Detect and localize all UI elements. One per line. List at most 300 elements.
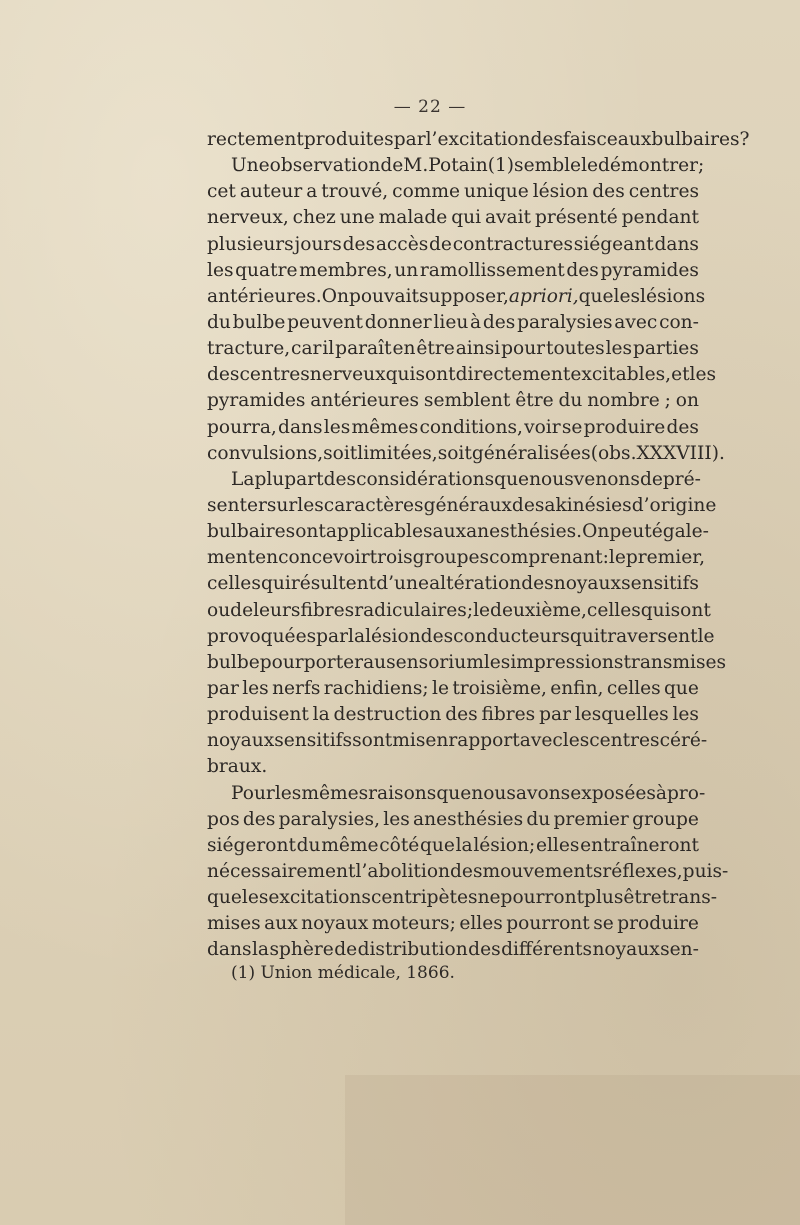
text-line: [207, 885, 718, 911]
word: les: [297, 494, 324, 516]
word: leurs: [253, 599, 301, 621]
word: concevoir: [278, 547, 370, 569]
word: de: [639, 468, 663, 490]
word: à: [470, 311, 482, 333]
text-line: [207, 598, 711, 624]
word: avons: [515, 782, 571, 804]
word: applicables: [325, 521, 433, 543]
word: trans-: [661, 887, 718, 909]
word: que: [420, 834, 455, 856]
word: rapport: [448, 730, 520, 752]
word: conducteurs: [453, 625, 570, 647]
word: moteurs;: [371, 913, 456, 935]
word: nerveux: [309, 364, 386, 386]
word: Une: [231, 155, 270, 177]
word: de: [429, 233, 452, 255]
word: de: [334, 939, 358, 961]
word: car: [291, 338, 322, 360]
word: par: [316, 625, 349, 647]
word: sont: [285, 521, 326, 543]
word: pyramides: [207, 390, 306, 412]
word: les: [383, 808, 410, 830]
text-line: [207, 519, 709, 545]
word: être: [623, 887, 662, 909]
word: ;: [697, 155, 705, 177]
word: du: [558, 390, 583, 412]
word: accès: [375, 233, 429, 255]
word: les: [483, 651, 511, 673]
word: sphère: [269, 939, 334, 961]
word: au: [363, 651, 387, 673]
word: destruction: [333, 704, 442, 726]
word: excitables,: [570, 364, 672, 386]
word: dans: [654, 233, 699, 255]
word: nerveux,: [207, 207, 289, 229]
word: semble: [514, 155, 582, 177]
text-line: [207, 781, 706, 807]
word: braux.: [207, 756, 268, 778]
word: démontrer: [598, 155, 698, 177]
word: rachidiens;: [323, 677, 429, 699]
word: lésion;: [473, 834, 536, 856]
word: les: [323, 416, 351, 438]
word: des: [468, 939, 501, 961]
word: se: [561, 416, 583, 438]
word: auteur: [239, 181, 303, 203]
word: bulbe: [232, 311, 286, 333]
text-line: [207, 807, 699, 833]
word: du: [296, 834, 321, 856]
word: l’abolition: [355, 860, 451, 882]
word: fibres: [300, 599, 355, 621]
word: altération: [429, 573, 522, 595]
word: avec: [519, 730, 563, 752]
word: et: [671, 364, 690, 386]
word: rectement: [207, 129, 304, 150]
word: antérieures: [310, 390, 420, 412]
word: jours: [294, 233, 342, 255]
word: peut: [609, 521, 652, 543]
text-line: [207, 362, 717, 388]
text-line: [207, 415, 699, 441]
word: du: [526, 808, 551, 830]
word: la: [348, 625, 366, 647]
word: nous: [471, 782, 516, 804]
word: mis: [392, 730, 426, 752]
word: distribution: [357, 939, 468, 961]
word: en: [392, 338, 416, 360]
word: faisceaux: [562, 129, 652, 150]
word: pré-: [662, 468, 701, 490]
word: semblent: [423, 390, 511, 412]
text-line: [207, 702, 699, 728]
text-line: [207, 911, 699, 937]
word: porter: [303, 651, 364, 673]
word: transmises: [623, 651, 727, 673]
text-line: [207, 232, 699, 258]
word: premier: [553, 808, 629, 830]
word: d’origine: [631, 494, 717, 516]
word: comme: [392, 181, 461, 203]
word: enfin,: [550, 677, 604, 699]
word: différents: [501, 939, 593, 961]
word: en: [425, 730, 449, 752]
word: qui: [260, 573, 291, 595]
word: sensitifs: [621, 573, 699, 595]
word: le: [432, 677, 449, 699]
word: les: [613, 285, 641, 307]
word: Potain: [428, 155, 488, 177]
word: provoquées: [207, 625, 317, 647]
text-line: [207, 833, 699, 859]
word: des: [592, 181, 625, 203]
text-line: [207, 545, 705, 571]
word: pendant: [621, 207, 699, 229]
word: des: [482, 311, 516, 333]
word: puis-: [682, 860, 729, 882]
word: (1): [487, 155, 515, 177]
word: sensitifs: [274, 730, 353, 752]
word: des: [420, 625, 454, 647]
word: premier,: [625, 547, 705, 569]
word: que: [494, 468, 530, 490]
word: priori,: [519, 285, 579, 307]
word: des: [566, 259, 599, 281]
word: nous: [529, 468, 574, 490]
word: deuxième,: [490, 599, 587, 621]
text-line: [207, 676, 699, 702]
word: pourront: [500, 887, 585, 909]
word: celles: [207, 573, 261, 595]
word: de: [380, 155, 404, 177]
text-line: [207, 153, 705, 179]
text-line: [207, 650, 727, 676]
word: chez: [292, 207, 336, 229]
word: d’une: [376, 573, 429, 595]
word: aux: [432, 521, 467, 543]
word: qui: [451, 207, 482, 229]
word: par: [393, 129, 426, 150]
word: le: [581, 155, 599, 177]
word: peuvent: [287, 311, 363, 333]
word: aux: [264, 913, 298, 935]
word: plus: [584, 887, 624, 909]
word: a: [508, 285, 520, 307]
word: mêmes: [351, 416, 419, 438]
word: paraît: [335, 338, 392, 360]
word: siégeront: [207, 834, 296, 856]
word: elles: [459, 913, 503, 935]
text-line: [207, 467, 699, 493]
word: ne: [477, 887, 501, 909]
word: quatre: [235, 259, 298, 281]
word: pos: [207, 808, 240, 830]
word: des: [530, 129, 563, 150]
text-line: [207, 258, 699, 284]
word: sensorium: [386, 651, 484, 673]
word: groupes: [412, 547, 490, 569]
word: que: [436, 782, 472, 804]
text-line: [207, 571, 699, 597]
word: On: [582, 521, 610, 543]
word: à: [655, 782, 667, 804]
word: exposées: [570, 782, 656, 804]
word: pro-: [667, 782, 706, 804]
word: centres: [239, 364, 310, 386]
page-number: — 22 —: [393, 97, 467, 117]
word: groupe: [632, 808, 699, 830]
word: dans: [278, 416, 323, 438]
word: mêmes: [301, 782, 369, 804]
word: des: [666, 416, 699, 438]
word: directement: [455, 364, 571, 386]
word: plupart: [254, 468, 324, 490]
word: soit: [323, 442, 358, 464]
word: que: [664, 677, 699, 699]
word: comprenant:: [489, 547, 609, 569]
word: égale-: [651, 521, 709, 543]
word: sont: [670, 599, 711, 621]
word: des: [445, 704, 478, 726]
word: mises: [207, 913, 261, 935]
word: unique: [463, 181, 529, 203]
word: les: [241, 887, 269, 909]
word: des: [511, 494, 545, 516]
word: membres,: [299, 259, 393, 281]
word: la: [312, 704, 330, 726]
word: (obs.: [590, 442, 637, 464]
word: con-: [659, 311, 699, 333]
word: les: [689, 364, 717, 386]
word: mouvements: [482, 860, 603, 882]
word: que: [578, 285, 614, 307]
word: sur: [266, 494, 298, 516]
word: qui: [385, 364, 416, 386]
word: avec: [614, 311, 658, 333]
word: même: [321, 834, 379, 856]
word: lieu: [433, 311, 469, 333]
word: bulbe: [207, 651, 260, 673]
word: des: [342, 233, 376, 255]
word: sont: [415, 364, 456, 386]
word: pour: [259, 651, 304, 673]
text-line: [207, 284, 706, 310]
word: noyaux: [207, 730, 275, 752]
word: produites: [303, 129, 394, 150]
body-text: [207, 127, 750, 964]
word: antérieures.: [207, 285, 322, 307]
word: être: [416, 338, 455, 360]
word: les: [562, 730, 590, 752]
word: raisons: [368, 782, 437, 804]
word: limitées,: [357, 442, 438, 464]
word: la: [251, 939, 269, 961]
text-line: [207, 310, 699, 336]
word: trois: [369, 547, 413, 569]
word: résultent: [290, 573, 377, 595]
word: centripètes: [370, 887, 478, 909]
word: celles: [606, 677, 661, 699]
word: donner: [364, 311, 432, 333]
text-line: [207, 205, 699, 231]
text-line: [207, 624, 715, 650]
word: par: [207, 677, 239, 699]
text-line: [207, 127, 750, 153]
text-line: [207, 493, 717, 519]
word: noyaux: [553, 573, 621, 595]
word: pyramides: [600, 259, 699, 281]
word: les: [274, 782, 302, 804]
word: noyaux: [592, 939, 660, 961]
word: ramollissement: [419, 259, 565, 281]
word: M.: [403, 155, 429, 177]
word: nerfs: [272, 677, 321, 699]
word: se: [593, 913, 614, 935]
word: pourront: [506, 913, 590, 935]
word: contractures: [452, 233, 574, 255]
word: il: [322, 338, 335, 360]
footnote: (1) Union médicale, 1866.: [231, 963, 455, 983]
word: céré-: [659, 730, 708, 752]
word: paralysies,: [278, 808, 380, 830]
word: plusieurs: [207, 233, 294, 255]
word: des: [207, 364, 240, 386]
word: on: [675, 390, 699, 412]
word: XXXVIII).: [636, 442, 725, 464]
word: bulbaire: [207, 521, 286, 543]
word: bulbaires?: [651, 129, 750, 150]
word: des: [323, 468, 357, 490]
word: qui: [569, 625, 600, 647]
word: ;: [664, 390, 671, 412]
text-line: [207, 179, 699, 205]
word: a: [306, 181, 318, 203]
word: nombre: [587, 390, 660, 412]
word: trouvé,: [321, 181, 389, 203]
word: noyaux: [301, 913, 369, 935]
word: observation: [269, 155, 381, 177]
word: venons: [573, 468, 640, 490]
word: les: [207, 259, 234, 281]
word: produire: [583, 416, 666, 438]
word: la: [455, 834, 473, 856]
word: l’excitation: [425, 129, 531, 150]
word: être: [515, 390, 554, 412]
word: en: [255, 547, 279, 569]
word: impressions: [510, 651, 624, 673]
word: présenté: [534, 207, 618, 229]
word: On: [321, 285, 349, 307]
word: sont: [352, 730, 393, 752]
word: La: [231, 468, 255, 490]
word: généraux: [423, 494, 512, 516]
word: anesthésies.: [466, 521, 583, 543]
word: du: [207, 311, 231, 333]
word: toutes: [546, 338, 605, 360]
word: une: [339, 207, 375, 229]
word: sen-: [660, 939, 699, 961]
word: généralisées: [471, 442, 591, 464]
word: lésion: [532, 181, 589, 203]
word: pouvait: [348, 285, 420, 307]
word: caractères: [323, 494, 424, 516]
word: malade: [378, 207, 448, 229]
word: côté: [379, 834, 420, 856]
word: pour: [501, 338, 546, 360]
word: ou: [207, 599, 231, 621]
word: considérations: [356, 468, 495, 490]
word: lesquelles: [574, 704, 669, 726]
word: le: [473, 599, 491, 621]
word: le: [608, 547, 626, 569]
word: réflexes,: [602, 860, 683, 882]
word: Pour: [231, 782, 275, 804]
word: traversent: [599, 625, 698, 647]
word: les: [672, 704, 699, 726]
word: elles: [535, 834, 580, 856]
word: tracture,: [207, 338, 291, 360]
word: de: [230, 599, 254, 621]
text-line: [207, 336, 699, 362]
word: troisième,: [452, 677, 547, 699]
word: que: [207, 887, 242, 909]
word: produire: [617, 913, 699, 935]
word: anesthésies: [413, 808, 524, 830]
word: parties: [633, 338, 699, 360]
word: dans: [207, 939, 252, 961]
text-line: [207, 728, 708, 754]
word: des: [521, 573, 554, 595]
word: soit: [437, 442, 472, 464]
word: supposer,: [419, 285, 509, 307]
word: conditions,: [419, 416, 523, 438]
word: lésions: [640, 285, 706, 307]
word: senter: [207, 494, 267, 516]
word: pourra,: [207, 416, 277, 438]
word: le: [697, 625, 715, 647]
word: qui: [640, 599, 671, 621]
word: par: [539, 704, 571, 726]
page-shadow: [345, 1075, 800, 1225]
word: convulsions,: [207, 442, 324, 464]
word: akinésies: [544, 494, 632, 516]
word: fibres: [481, 704, 536, 726]
word: siégeant: [573, 233, 654, 255]
word: les: [605, 338, 633, 360]
word: paralysies: [517, 311, 613, 333]
word: radiculaires;: [354, 599, 474, 621]
text-line: [207, 441, 725, 467]
word: nécessairement: [207, 860, 356, 882]
word: lésion: [365, 625, 421, 647]
word: entraîneront: [580, 834, 699, 856]
word: des: [450, 860, 483, 882]
word: centres: [628, 181, 699, 203]
word: produisent: [207, 704, 309, 726]
word: ainsi: [455, 338, 501, 360]
word: un: [394, 259, 419, 281]
word: cet: [207, 181, 236, 203]
text-line: [207, 754, 699, 780]
word: excitations: [268, 887, 371, 909]
word: ment: [207, 547, 256, 569]
word: des: [242, 808, 276, 830]
word: celles: [586, 599, 641, 621]
word: voir: [524, 416, 561, 438]
word: centres: [589, 730, 660, 752]
word: avait: [484, 207, 532, 229]
word: les: [242, 677, 269, 699]
